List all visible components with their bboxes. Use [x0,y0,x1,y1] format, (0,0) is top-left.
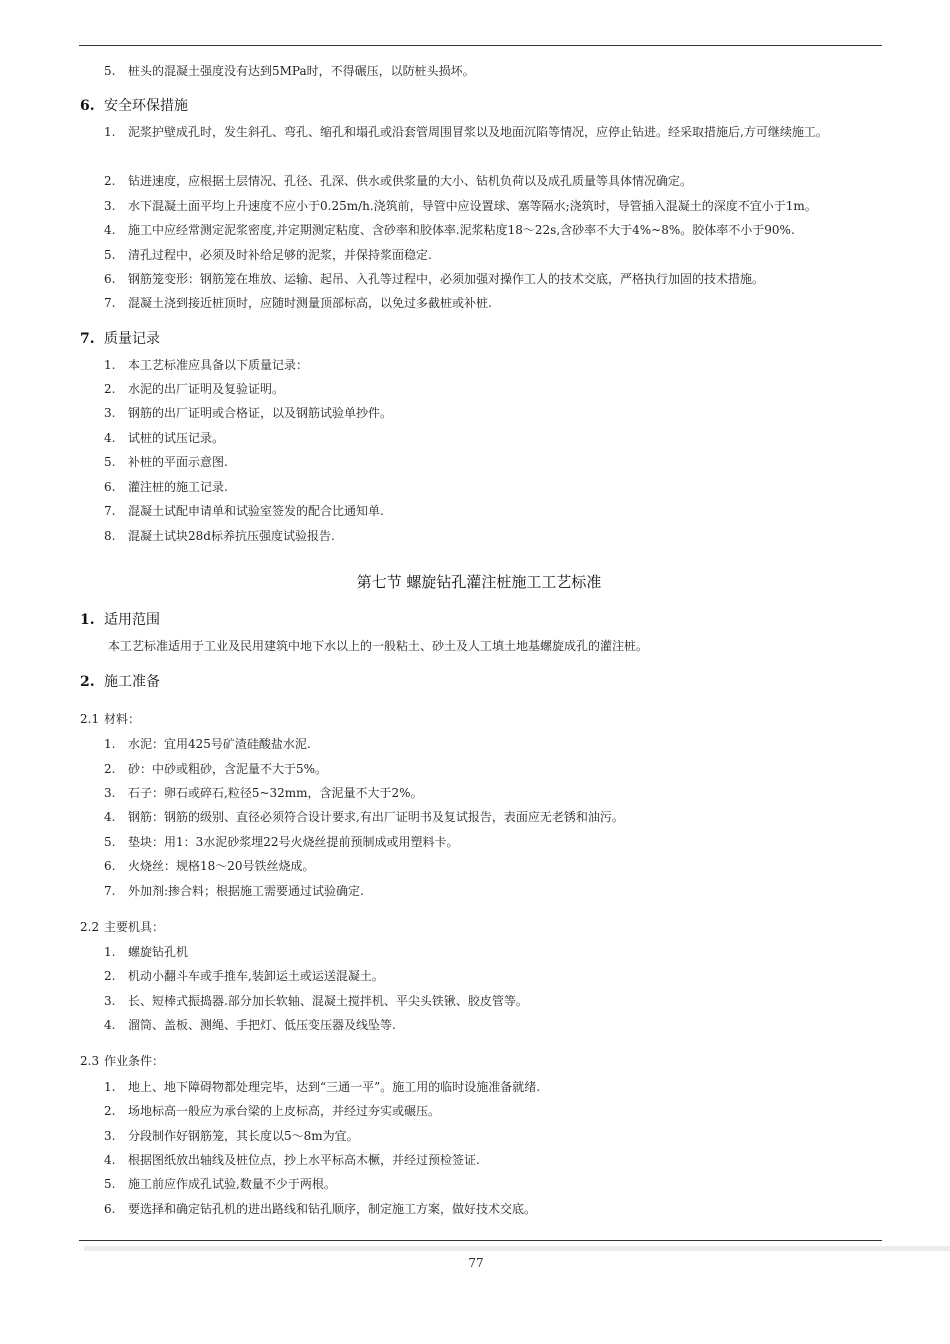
list-item [104,1013,396,1038]
list-item [104,450,228,475]
list-item-number: 3. [104,994,116,1008]
list-item [104,1099,440,1124]
list-item-text: 要选择和确定钻孔机的进出路线和钻孔顺序，制定施工方案，做好技术交底。 [128,1202,537,1216]
page-number: 77 [468,1256,484,1270]
list-item-number: 6. [104,859,116,873]
list-item-number: 6. [104,480,116,494]
heading-number: 7. [80,331,95,347]
list-item-number: 2. [104,762,116,776]
list-item-number: 6. [104,272,116,286]
list-item-number: 3. [104,406,116,420]
footer-shadow [84,1246,950,1251]
list-item-text: 地上、地下障碍物都处理完毕，达到“三通一平”。施工用的临时设施准备就绪. [128,1080,541,1094]
list-item-number: 2. [104,382,116,396]
list-item-text: 分段制作好钢筋笼，其长度以5～8m为宜。 [128,1129,359,1143]
list-item-text: 清孔过程中，必须及时补给足够的泥浆，并保持浆面稳定. [128,248,432,262]
list-item [104,757,327,782]
list-item [104,499,384,524]
list-item [104,1075,540,1100]
list-item [104,1172,336,1197]
list-item-number: 1. [104,1080,116,1094]
subheading-number: 2.3 [80,1054,100,1068]
heading-safety [80,96,188,116]
subheading-machinery [80,918,164,936]
list-item-number: 3. [104,786,116,800]
heading-text: 适用范围 [104,612,160,628]
list-item-text: 灌注桩的施工记录. [128,480,228,494]
list-item [104,879,364,904]
list-item-number: 1. [104,737,116,751]
list-item-text: 根据图纸放出轴线及桩位点，抄上水平标高木橛，并经过预检签证. [128,1153,480,1167]
heading-text: 安全环保措施 [104,98,188,114]
list-item-text: 补桩的平面示意图. [128,455,228,469]
list-item-text: 混凝土浇到接近桩顶时，应随时测量顶部标高，以免过多截桩或补桩. [128,296,492,310]
list-item-number: 5. [104,455,116,469]
list-item-text: 垫块：用1：3水泥砂浆埋22号火烧丝提前预制成或用塑料卡。 [128,835,459,849]
list-item-text: 施工中应经常测定泥浆密度,并定期测定粘度、含砂率和胶体率.泥浆粘度18～22s,含砂率不大于4%~8%。胶体率不小于90%. [128,223,795,237]
subheading-number: 2.2 [80,920,100,934]
list-item-text: 螺旋钻孔机 [128,945,189,959]
list-item-number: 1. [104,125,116,139]
list-item [104,401,392,426]
subheading-working-conditions [80,1052,164,1070]
list-item-number: 4. [104,810,116,824]
list-item-number: 4. [104,1153,116,1167]
list-item [104,169,692,194]
list-item-text: 钢筋：钢筋的级别、直径必须符合设计要求,有出厂证明书及复试报告，表面应无老锈和油污。 [128,810,624,824]
list-item-number: 7. [104,504,116,518]
list-item-text: 机动小翻斗车或手推车,装卸运土或运送混凝土。 [128,969,384,983]
list-item-text: 水下混凝土面平均上升速度不应小于0.25m/h.浇筑前，导管中应设置球、塞等隔水;浇筑时，导管插入混凝土的深度不宜小于1m。 [128,199,817,213]
list-item [104,830,459,855]
list-item-number: 5. [104,248,116,262]
list-item-number: 4. [104,1018,116,1032]
list-item-text: 施工前应作成孔试验,数量不少于两根。 [128,1177,336,1191]
list-item-number: 7. [104,884,116,898]
subheading-materials [80,710,140,728]
list-item-number: 2. [104,1104,116,1118]
list-item [104,267,764,292]
list-item-text: 钻进速度，应根据土层情况、孔径、孔深、供水或供浆量的大小、钻机负荷以及成孔质量等具体情况确定。 [128,174,693,188]
list-item-number: 2. [104,969,116,983]
list-item [104,854,315,879]
list-item [104,940,188,965]
list-item-text: 试桩的试压记录。 [128,431,225,445]
list-item-text: 石子：卵石或碎石,粒径5~32mm，含泥量不大于2%。 [128,786,423,800]
list-item [104,218,795,243]
list-item-number: 7. [104,296,116,310]
subheading-text: 主要机具： [104,920,165,934]
list-item-text: 桩头的混凝土强度没有达到5MPa时，不得碾压，以防桩头损坏。 [128,64,475,78]
list-item-text: 砂：中砂或粗砂，含泥量不大于5%。 [128,762,328,776]
list-item-text: 水泥：宜用425号矿渣硅酸盐水泥. [128,737,311,751]
list-item [104,426,224,451]
list-item-text: 钢筋笼变形：钢筋笼在堆放、运输、起吊、入孔等过程中，必须加强对操作工人的技术交底，严格执行加固的技术措施。 [128,272,765,286]
list-item-number: 5. [104,1177,116,1191]
list-item [104,732,311,757]
list-item-text: 钢筋的出厂证明或合格证，以及钢筋试验单抄件。 [128,406,393,420]
list-item [104,353,308,378]
heading-preparation [80,672,160,692]
subheading-text: 材料： [104,712,141,726]
list-item [104,243,432,268]
list-item-text: 溜筒、盖板、测绳、手把灯、低压变压器及线坠等. [128,1018,396,1032]
heading-number: 2. [80,674,95,690]
list-item-text: 水泥的出厂证明及复验证明。 [128,382,285,396]
list-item-number: 1. [104,945,116,959]
list-item-text: 长、短棒式振捣器.部分加长软轴、混凝土搅拌机、平尖头铁锹、胶皮管等。 [128,994,528,1008]
list-item-text: 混凝土试配申请单和试验室签发的配合比通知单. [128,504,384,518]
list-item-number: 3. [104,1129,116,1143]
list-item [104,377,284,402]
list-item [104,964,384,989]
list-item-number: 6. [104,1202,116,1216]
list-item [104,194,817,219]
list-item-number: 5. [104,64,116,78]
list-item-text: 泥浆护壁成孔时，发生斜孔、弯孔、缩孔和塌孔或沿套管周围冒浆以及地面沉陷等情况，应停止钻进。经采取措施后,方可继续施工。 [128,125,828,139]
list-item [104,524,335,549]
subheading-number: 2.1 [80,712,100,726]
list-item [104,120,894,145]
list-item [104,59,475,84]
list-item-number: 1. [104,358,116,372]
list-item-text: 外加剂:掺合料；根据施工需要通过试验确定. [128,884,364,898]
list-item-number: 3. [104,199,116,213]
heading-quality-records [80,329,160,349]
list-item [104,475,228,500]
list-item-number: 4. [104,223,116,237]
list-item-number: 4. [104,431,116,445]
heading-number: 6. [80,98,95,114]
list-item-text: 本工艺标准应具备以下质量记录： [128,358,309,372]
list-item [104,291,492,316]
heading-text: 质量记录 [104,331,160,347]
list-item-text: 场地标高一般应为承台梁的上皮标高，并经过夯实或碾压。 [128,1104,441,1118]
list-item-number: 5. [104,835,116,849]
list-item [104,1197,536,1222]
list-item-text: 混凝土试块28d标养抗压强度试验报告. [128,529,335,543]
list-item [104,805,624,830]
subheading-text: 作业条件： [104,1054,165,1068]
list-item [104,1124,359,1149]
heading-text: 施工准备 [104,674,160,690]
list-item-number: 8. [104,529,116,543]
heading-scope [80,610,160,630]
heading-number: 1. [80,612,95,628]
section-title: 第七节 螺旋钻孔灌注桩施工工艺标准 [356,573,602,591]
list-item [104,781,423,806]
list-item-number: 2. [104,174,116,188]
list-item-text: 火烧丝：规格18～20号铁丝烧成。 [128,859,315,873]
list-item [104,989,528,1014]
scope-paragraph: 本工艺标准适用于工业及民用建筑中地下水以上的一般粘土、砂土及人工填土地基螺旋成孔的灌注桩。 [108,639,649,653]
footer-rule [79,1240,882,1241]
list-item [104,1148,480,1173]
header-rule [79,45,882,46]
